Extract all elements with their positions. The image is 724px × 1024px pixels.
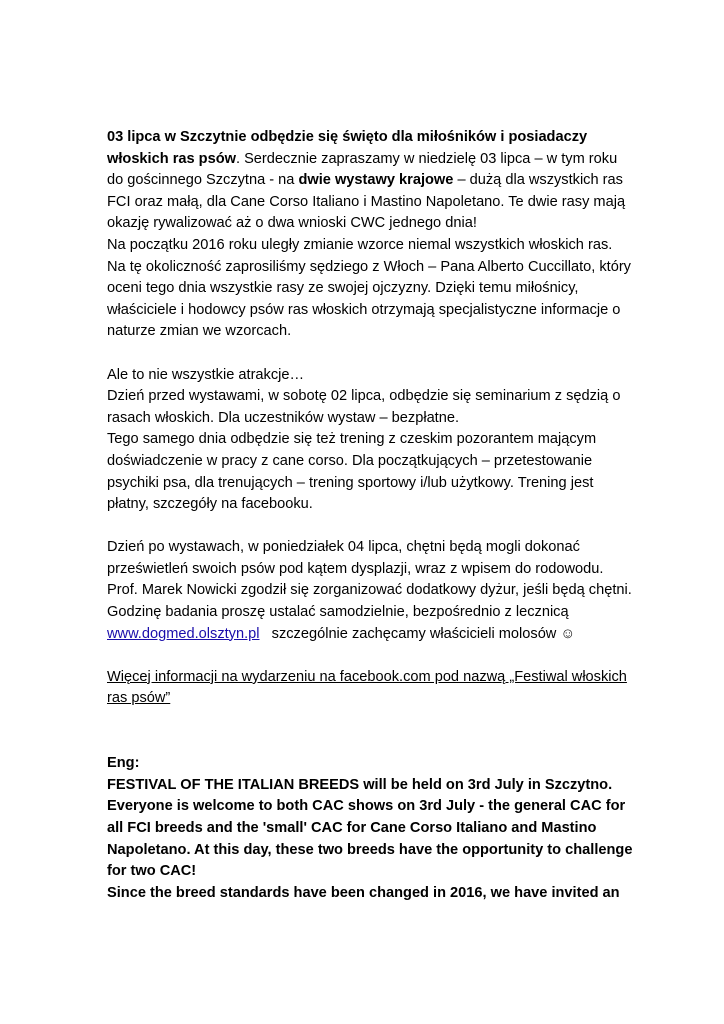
intro-line-3-pre: do gościnnego Szczytna - na xyxy=(107,172,299,189)
attractions-line-7: płatny, szczegóły na facebooku. xyxy=(107,496,313,513)
more-info-line-1[interactable]: Więcej informacji na wydarzeniu na facebook.com pod nazwą „Festiwal włoskich xyxy=(107,668,627,685)
english-line-1: FESTIVAL OF THE ITALIAN BREEDS will be held on 3rd July in Szczytno. xyxy=(107,776,613,793)
intro-line-5: okazję rywalizować aż o dwa wnioski CWC jednego dnia! xyxy=(107,215,477,232)
intro-line-10: naturze zmian we wzorcach. xyxy=(107,323,292,340)
intro-line-2 xyxy=(107,149,627,171)
dogmed-link[interactable]: www.dogmed.olsztyn.pl xyxy=(107,625,260,642)
intro-line-3-bold: dwie wystawy krajowe xyxy=(298,172,454,189)
intro-line-3 xyxy=(107,170,627,192)
intro-line-1: 03 lipca w Szczytnie odbędzie się święto dla miłośników i posiadaczy xyxy=(107,129,588,145)
attractions-line-2: Dzień przed wystawami, w sobotę 02 lipca, odbędzie się seminarium z sędzią o xyxy=(107,388,621,405)
english-line-4: Napoletano. At this day, these two breeds have the opportunity to challenge xyxy=(107,841,633,858)
attractions-line-6: psychiki psa, dla trenujących – trening sportowy i/lub użytkowy. Trening jest xyxy=(107,474,594,491)
paragraph-spacer xyxy=(107,710,627,732)
english-line-3: all FCI breeds and the 'small' CAC for Cane Corso Italiano and Mastino xyxy=(107,820,597,836)
paragraph-spacer xyxy=(107,516,627,538)
intro-line-9: właściciele i hodowcy psów ras włoskich otrzymają specjalistyczne informacje o xyxy=(107,301,621,318)
intro-line-7: Na tę okoliczność zaprosiliśmy sędziego z Włoch – Pana Alberto Cuccillato, który xyxy=(107,258,631,275)
english-section xyxy=(107,753,633,904)
attractions-line-4: Tego samego dnia odbędzie się też trening z czeskim pozorantem mającym xyxy=(107,431,597,448)
english-line-5: for two CAC! xyxy=(107,863,197,880)
paragraph-spacer xyxy=(107,343,627,365)
document-page xyxy=(107,127,633,904)
monday-line-3: Prof. Marek Nowicki zgodził się zorganizować dodatkowy dyżur, jeśli będą chętni. xyxy=(107,582,632,599)
intro-paragraph xyxy=(107,127,631,343)
paragraph-spacer xyxy=(107,645,627,667)
monday-line-2: prześwietleń swoich psów pod kątem dysplazji, wraz z wpisem do rodowodu. xyxy=(107,560,604,577)
more-info-line-2[interactable]: ras psów” xyxy=(107,690,171,707)
english-line-2: Everyone is welcome to both CAC shows on 3rd July - the general CAC for xyxy=(107,798,626,815)
english-heading: Eng: xyxy=(107,755,140,772)
more-info-paragraph[interactable] xyxy=(107,667,627,710)
monday-line-5-rest: szczególnie zachęcamy właścicieli molosów ☺ xyxy=(259,625,576,642)
intro-line-2-rest: . Serdecznie zapraszamy w niedzielę 03 lipca – w tym roku xyxy=(235,150,618,167)
monday-paragraph xyxy=(107,537,632,645)
monday-line-5 xyxy=(107,624,627,646)
attractions-line-5: doświadczenie w pracy z cane corso. Dla początkujących – przetestowanie xyxy=(107,452,593,469)
attractions-line-1: Ale to nie wszystkie atrakcje… xyxy=(107,366,305,383)
intro-line-2-bold: włoskich ras psów xyxy=(107,150,236,167)
intro-line-8: oceni tego dnia wszystkie rasy ze swojej ojczyzny. Dzięki temu miłośnicy, xyxy=(107,280,579,297)
attractions-paragraph xyxy=(107,365,627,516)
intro-line-3-rest: – dużą dla wszystkich ras xyxy=(453,172,623,189)
attractions-line-3: rasach włoskich. Dla uczestników wystaw – bezpłatne. xyxy=(107,409,460,426)
monday-line-4: Godzinę badania proszę ustalać samodzielnie, bezpośrednio z lecznicą xyxy=(107,604,569,621)
monday-line-1: Dzień po wystawach, w poniedziałek 04 lipca, chętni będą mogli dokonać xyxy=(107,539,580,556)
english-line-6: Since the breed standards have been changed in 2016, we have invited an xyxy=(107,884,620,901)
intro-line-4: FCI oraz małą, dla Cane Corso Italiano i Mastino Napoletano. Te dwie rasy mają xyxy=(107,193,626,210)
intro-line-6: Na początku 2016 roku uległy zmianie wzorce niemal wszystkich włoskich ras. xyxy=(107,236,613,253)
